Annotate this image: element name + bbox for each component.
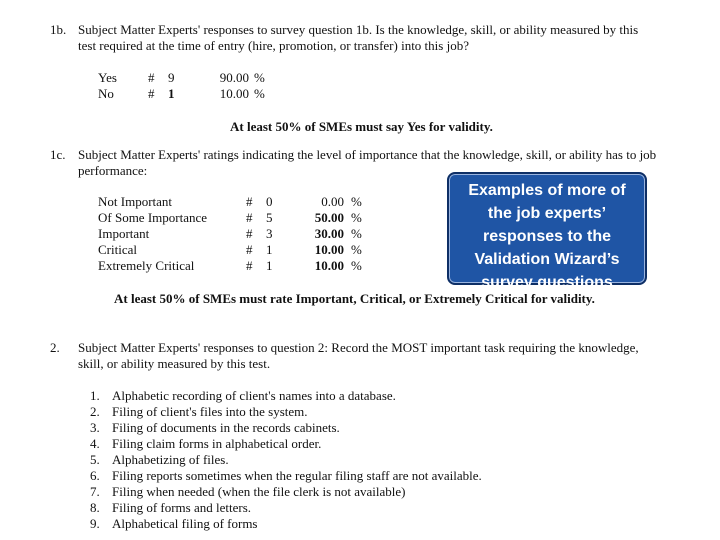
item-number: 1. [90, 388, 100, 403]
row-percent: 30.00 [314, 226, 344, 241]
item-text: Filing of documents in the records cabinets. [112, 420, 340, 435]
list-item [90, 420, 340, 436]
item-text: Filing reports sometimes when the regular filing staff are not available. [112, 468, 482, 483]
row-percent: 10.00 [219, 86, 249, 101]
row-count: 0 [266, 194, 273, 209]
list-item [90, 452, 229, 468]
row-percent-sign: % [351, 242, 362, 257]
row-percent-sign: % [351, 194, 362, 209]
item-text: Alphabetical filing of forms [112, 516, 258, 531]
item-number: 8. [90, 500, 100, 515]
row-hash: # [246, 258, 253, 273]
item-text: Alphabetizing of files. [112, 452, 229, 467]
item-number: 4. [90, 436, 100, 451]
row-label: Yes [98, 70, 117, 85]
list-item [90, 484, 405, 500]
q2-number: 2. [50, 340, 60, 355]
row-percent-sign: % [351, 210, 362, 225]
row-label: No [98, 86, 114, 101]
q1c-text-line2: performance: [78, 163, 148, 178]
row-percent: 90.00 [219, 70, 249, 85]
row-label: Extremely Critical [98, 258, 195, 273]
list-item [90, 500, 251, 516]
callout-box [447, 172, 647, 291]
item-text: Filing claim forms in alphabetical order. [112, 436, 322, 451]
row-count: 3 [266, 226, 273, 241]
item-number: 5. [90, 452, 100, 467]
row-count: 5 [266, 210, 273, 225]
q2-text-line2: skill, or ability measured by this test. [78, 356, 271, 371]
row-hash: # [246, 242, 253, 257]
item-text: Filing of client's files into the system. [112, 404, 308, 419]
row-hash: # [246, 194, 253, 209]
item-number: 9. [90, 516, 100, 531]
list-item [90, 436, 321, 452]
q1c-number: 1c. [50, 147, 66, 162]
row-hash: # [148, 86, 155, 101]
row-percent-sign: % [254, 70, 265, 85]
row-count: 1 [266, 258, 273, 273]
row-label: Not Important [98, 194, 173, 209]
item-number: 7. [90, 484, 100, 499]
q1b-text-line2: test required at the time of entry (hire, promotion, or transfer) into this job? [78, 38, 469, 53]
list-item [90, 388, 396, 404]
row-percent: 10.00 [314, 258, 344, 273]
q1c-text-line1: Subject Matter Experts' ratings indicating the level of importance that the knowledge, skill, or ability has to job [78, 147, 657, 162]
row-hash: # [246, 226, 253, 241]
row-percent-sign: % [351, 258, 362, 273]
q2-text-line1: Subject Matter Experts' responses to question 2: Record the MOST important task requiring the knowledge, [78, 340, 639, 355]
row-label: Of Some Importance [98, 210, 208, 225]
item-number: 3. [90, 420, 100, 435]
item-text: Alphabetic recording of client's names into a database. [112, 388, 396, 403]
item-text: Filing of forms and letters. [112, 500, 252, 515]
item-number: 2. [90, 404, 100, 419]
row-percent: 50.00 [314, 210, 344, 225]
item-number: 6. [90, 468, 100, 483]
list-item [90, 404, 308, 420]
row-percent-sign: % [254, 86, 265, 101]
row-percent-sign: % [351, 226, 362, 241]
item-text: Filing when needed (when the file clerk is not available) [112, 484, 406, 499]
row-hash: # [148, 70, 155, 85]
row-count: 1 [168, 86, 175, 101]
q1b-number: 1b. [50, 22, 67, 37]
row-label: Critical [98, 242, 137, 257]
row-count: 1 [266, 242, 273, 257]
row-count: 9 [168, 70, 175, 85]
row-percent: 0.00 [321, 194, 344, 209]
list-item [90, 516, 258, 532]
q1b-text-line1: Subject Matter Experts' responses to survey question 1b. Is the knowledge, skill, or ability measured by this [78, 22, 639, 37]
row-label: Important [98, 226, 150, 241]
row-hash: # [246, 210, 253, 225]
callout-text: Examples of more of the job experts’ responses to the Validation Wizard’s survey questions [468, 182, 626, 291]
q1c-validity-rule: At least 50% of SMEs must rate Important, Critical, or Extremely Critical for validity. [114, 291, 595, 306]
row-percent: 10.00 [314, 242, 344, 257]
list-item [90, 468, 482, 484]
q1b-validity-rule: At least 50% of SMEs must say Yes for validity. [230, 119, 493, 134]
